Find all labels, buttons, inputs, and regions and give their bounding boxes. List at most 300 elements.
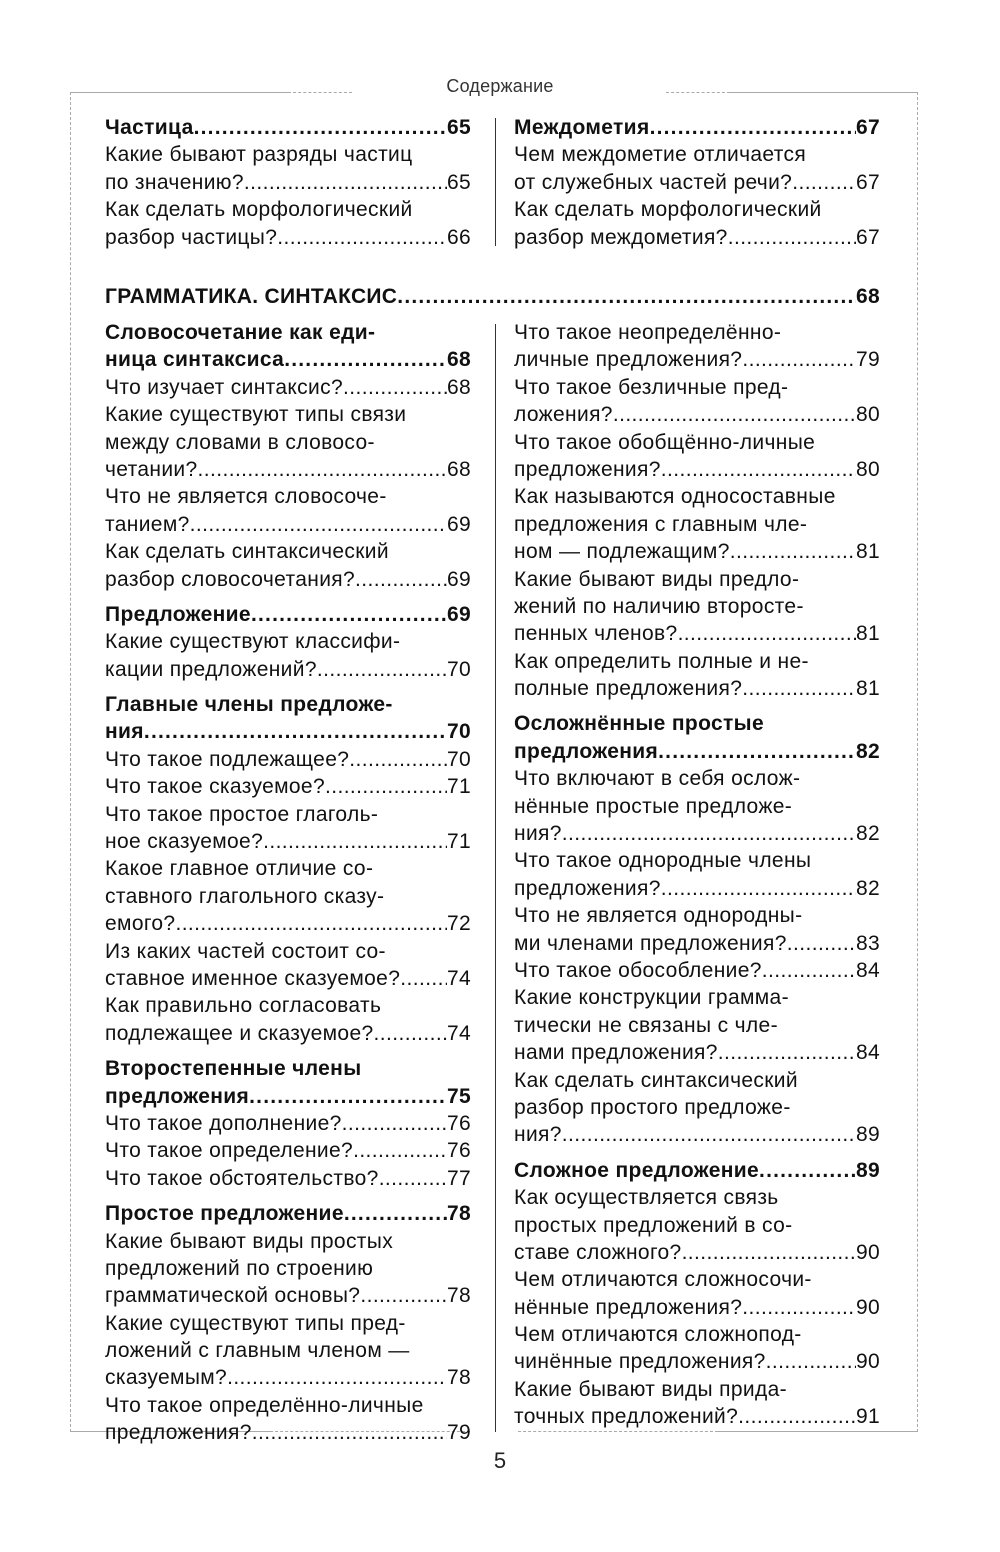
- entry-text: жений по наличию второсте-: [514, 594, 804, 618]
- entry-last-line: [105, 773, 471, 800]
- heading-line: [105, 319, 471, 346]
- entry-text: Частица: [105, 116, 194, 139]
- leader-dots: [650, 114, 856, 141]
- toc-entry[interactable]: [105, 628, 471, 683]
- leader-dots: [343, 374, 447, 401]
- entry-text: Какие существуют типы связи: [105, 403, 407, 427]
- toc-entry[interactable]: [514, 1376, 880, 1431]
- entry-line: [514, 566, 880, 593]
- entry-line: [514, 1184, 880, 1211]
- entry-text: Междометия: [514, 116, 650, 139]
- toc-entry[interactable]: [105, 141, 471, 196]
- page-ref: 83: [855, 931, 880, 955]
- toc-entry[interactable]: [514, 196, 880, 251]
- toc-entry[interactable]: [514, 1184, 880, 1266]
- entry-text: разбор междометия?: [514, 225, 728, 249]
- heading-last-line: [105, 601, 471, 628]
- entry-text: нённые предложения?: [514, 1295, 743, 1319]
- page-ref: 67: [855, 225, 880, 249]
- entry-text: ное сказуемое?: [105, 830, 264, 854]
- toc-entry[interactable]: [105, 1392, 471, 1447]
- leader-dots: [263, 828, 447, 855]
- leader-dots: [792, 169, 856, 196]
- toc-block: [105, 1055, 471, 1192]
- toc-entry[interactable]: [514, 429, 880, 484]
- leader-dots: [658, 738, 856, 765]
- entry-last-line: [514, 456, 880, 483]
- entry-text: по значению?: [105, 170, 244, 194]
- page-ref: 91: [855, 1405, 880, 1429]
- page-ref: 74: [446, 1021, 471, 1045]
- leader-dots: [742, 346, 856, 373]
- toc-entry[interactable]: [514, 1067, 880, 1149]
- toc-top-left: [105, 114, 471, 251]
- entry-line: [105, 938, 471, 965]
- toc-entry[interactable]: [514, 319, 880, 374]
- entry-last-line: [514, 820, 880, 847]
- toc-block: [105, 1200, 471, 1447]
- entry-text: Как называются односоставные: [514, 485, 836, 509]
- toc-heading[interactable]: [105, 1200, 471, 1227]
- entry-text: ница синтаксиса: [105, 348, 285, 372]
- entry-text: Из каких частей состоит со-: [105, 939, 386, 963]
- entry-line: [514, 847, 880, 874]
- entry-last-line: [514, 930, 880, 957]
- entry-text: чинённые предложения?: [514, 1350, 766, 1374]
- toc-entry[interactable]: [514, 648, 880, 703]
- entry-last-line: [105, 1137, 471, 1164]
- toc-entry[interactable]: [105, 1310, 471, 1392]
- toc-heading[interactable]: [105, 691, 471, 746]
- entry-text: Какие бывают виды простых: [105, 1229, 394, 1253]
- entry-text: точных предложений?: [514, 1405, 739, 1429]
- heading-last-line: [105, 1200, 471, 1227]
- page-ref: 70: [446, 720, 471, 744]
- entry-text: грамматической основы?: [105, 1284, 361, 1308]
- entry-line: [105, 141, 471, 168]
- leader-dots: [374, 1020, 447, 1047]
- entry-text: Как осуществляется связь: [514, 1186, 779, 1210]
- entry-line: [105, 1255, 471, 1282]
- entry-text: ложения?: [514, 403, 613, 427]
- entry-line: [514, 765, 880, 792]
- toc-entry[interactable]: [514, 847, 880, 902]
- toc-block: [105, 601, 471, 683]
- toc-entry[interactable]: [105, 401, 471, 483]
- entry-line: [105, 801, 471, 828]
- entry-last-line: [514, 875, 880, 902]
- toc-heading[interactable]: [514, 114, 880, 141]
- entry-text: Простое предложение: [105, 1202, 344, 1226]
- page-ref: 78: [446, 1284, 471, 1308]
- leader-dots: [342, 1110, 447, 1137]
- entry-line: [105, 196, 471, 223]
- page-ref: 78: [446, 1366, 471, 1390]
- entry-last-line: [514, 1039, 880, 1066]
- entry-last-line: [105, 910, 471, 937]
- page-ref: 77: [446, 1166, 471, 1190]
- entry-text: Что такое обособление?: [514, 958, 762, 982]
- page-ref: 79: [855, 348, 880, 372]
- entry-text: емого?: [105, 912, 176, 936]
- leader-dots: [738, 1403, 856, 1430]
- entry-line: [105, 1392, 471, 1419]
- entry-last-line: [105, 1020, 471, 1047]
- section-page: 68: [856, 285, 880, 308]
- page-ref: 82: [855, 822, 880, 846]
- toc-entry[interactable]: [514, 374, 880, 429]
- toc-entry[interactable]: [105, 196, 471, 251]
- page-number: 5: [493, 1448, 507, 1473]
- entry-text: пенных членов?: [514, 622, 678, 646]
- entry-last-line: [514, 224, 880, 251]
- entry-line: [514, 793, 880, 820]
- entry-text: ния?: [514, 1123, 562, 1147]
- leader-dots: [718, 1039, 856, 1066]
- toc-heading[interactable]: [514, 1157, 880, 1184]
- heading-line: [514, 710, 880, 737]
- page-ref: 71: [446, 775, 471, 799]
- toc-block: [514, 710, 880, 1148]
- page-ref: 65: [446, 170, 471, 194]
- entry-line: [105, 538, 471, 565]
- leader-dots: [787, 930, 856, 957]
- entry-line: [514, 984, 880, 1011]
- heading-last-line: [514, 114, 880, 141]
- page-ref: 68: [446, 375, 471, 399]
- toc-entry[interactable]: [105, 773, 471, 800]
- page-ref: 90: [855, 1295, 880, 1319]
- entry-text: разбор простого предложе-: [514, 1095, 791, 1119]
- entry-text: Чем отличаются сложнопод-: [514, 1323, 802, 1347]
- page-ref: 79: [446, 1421, 471, 1445]
- toc-entry[interactable]: [514, 1266, 880, 1321]
- section-heading[interactable]: [105, 283, 880, 311]
- toc-entry[interactable]: [105, 1137, 471, 1164]
- entry-text: тически не связаны с чле-: [514, 1013, 778, 1037]
- entry-text: предложений по строению: [105, 1256, 374, 1280]
- entry-text: Какие существуют типы пред-: [105, 1311, 406, 1335]
- entry-text: Чем междометие отличается: [514, 143, 807, 167]
- toc-entry[interactable]: [105, 538, 471, 593]
- entry-text: Сложное предложение: [514, 1158, 760, 1182]
- entry-text: предложения?: [105, 1421, 252, 1445]
- entry-line: [514, 593, 880, 620]
- page-ref: 78: [446, 1202, 471, 1226]
- heading-last-line: [105, 346, 471, 373]
- entry-line: [105, 429, 471, 456]
- entry-text: Как сделать морфологический: [105, 198, 413, 222]
- entry-line: [514, 196, 880, 223]
- entry-line: [105, 992, 471, 1019]
- toc-entry[interactable]: [105, 1110, 471, 1137]
- entry-text: Что такое обобщённо-личные: [514, 430, 816, 454]
- heading-last-line: [105, 1083, 471, 1110]
- column-divider-bottom: [495, 324, 496, 1432]
- leader-dots: [244, 169, 447, 196]
- leader-dots: [759, 1157, 856, 1184]
- page-ref: 81: [855, 677, 880, 701]
- entry-text: Что такое обстоятельство?: [105, 1166, 379, 1190]
- toc-entry[interactable]: [105, 374, 471, 401]
- entry-text: Главные члены предложе-: [105, 693, 393, 717]
- toc-entry[interactable]: [514, 141, 880, 196]
- entry-line: [514, 511, 880, 538]
- entry-line: [514, 374, 880, 401]
- entry-text: предложения?: [514, 457, 661, 481]
- toc-entry[interactable]: [105, 855, 471, 937]
- entry-text: ставе сложного?: [514, 1240, 682, 1264]
- leader-dots: [682, 1239, 856, 1266]
- leader-dots: [730, 538, 856, 565]
- entry-line: [514, 483, 880, 510]
- page-ref: 76: [446, 1111, 471, 1135]
- page-ref: 68: [446, 457, 471, 481]
- page-ref: 69: [446, 602, 471, 626]
- entry-text: танием?: [105, 512, 190, 536]
- toc-entry[interactable]: [105, 1228, 471, 1310]
- entry-last-line: [105, 828, 471, 855]
- entry-text: предложения: [514, 739, 659, 763]
- entry-text: Какие бывают виды предло-: [514, 567, 800, 591]
- leader-dots: [175, 910, 446, 937]
- entry-line: [514, 648, 880, 675]
- entry-last-line: [514, 169, 880, 196]
- entry-text: предложения с главным чле-: [514, 512, 808, 536]
- page-ref: 66: [446, 225, 471, 249]
- leader-dots: [317, 656, 447, 683]
- entry-last-line: [514, 1239, 880, 1266]
- entry-last-line: [105, 1282, 471, 1309]
- entry-last-line: [105, 1110, 471, 1137]
- entry-last-line: [514, 1403, 880, 1430]
- entry-text: ном — подлежащим?: [514, 540, 730, 564]
- entry-line: [514, 902, 880, 929]
- entry-line: [514, 1067, 880, 1094]
- entry-text: Что такое простое глаголь-: [105, 802, 379, 826]
- toc-entry[interactable]: [514, 957, 880, 984]
- entry-text: ния: [105, 720, 144, 744]
- entry-text: ставное именное сказуемое?: [105, 966, 401, 990]
- page-ref: 74: [446, 966, 471, 990]
- leader-dots: [190, 511, 447, 538]
- toc-entry[interactable]: [514, 902, 880, 957]
- entry-last-line: [514, 1294, 880, 1321]
- entry-text: Какое главное отличие со-: [105, 857, 374, 881]
- page-ref: 71: [446, 830, 471, 854]
- entry-line: [514, 1212, 880, 1239]
- column-divider-top: [495, 118, 496, 246]
- entry-last-line: [514, 620, 880, 647]
- leader-dots: [397, 283, 856, 311]
- toc-right-column: [514, 319, 880, 1439]
- leader-dots: [742, 675, 856, 702]
- page-ref: 89: [855, 1123, 880, 1147]
- toc-entry[interactable]: [514, 984, 880, 1066]
- leader-dots: [355, 566, 447, 593]
- entry-text: кации предложений?: [105, 657, 317, 681]
- entry-text: Что такое однородные члены: [514, 849, 812, 873]
- leader-dots: [400, 965, 447, 992]
- entry-line: [105, 1310, 471, 1337]
- entry-text: между словами в словосо-: [105, 430, 375, 454]
- entry-last-line: [105, 374, 471, 401]
- leader-dots: [227, 1364, 447, 1391]
- toc-entry[interactable]: [514, 483, 880, 565]
- leader-dots: [766, 1348, 856, 1375]
- leader-dots: [562, 820, 856, 847]
- entry-line: [105, 1337, 471, 1364]
- page-ref: 80: [855, 457, 880, 481]
- leader-dots: [678, 620, 856, 647]
- entry-text: Осложнённые простые: [514, 712, 764, 736]
- entry-last-line: [105, 456, 471, 483]
- entry-text: Какие бывают виды прида-: [514, 1377, 787, 1401]
- leader-dots: [277, 224, 447, 251]
- leader-dots: [360, 1282, 447, 1309]
- leader-dots: [252, 1419, 447, 1446]
- toc-entry[interactable]: [105, 1165, 471, 1192]
- page-ref: 82: [855, 739, 880, 763]
- entry-line: [105, 855, 471, 882]
- heading-line: [105, 691, 471, 718]
- page-ref: 69: [446, 512, 471, 536]
- entry-text: Что не является словосоче-: [105, 485, 387, 509]
- entry-text: Как правильно согласовать: [105, 994, 382, 1018]
- toc-entry[interactable]: [514, 566, 880, 648]
- leader-dots: [198, 456, 447, 483]
- leader-dots: [344, 1200, 447, 1227]
- page-ref: 70: [446, 747, 471, 771]
- entry-text: Что такое дополнение?: [105, 1111, 342, 1135]
- entry-text: Какие конструкции грамма-: [514, 986, 789, 1010]
- section-title: ГРАММАТИКА. СИНТАКСИС: [105, 285, 398, 308]
- toc-entry[interactable]: [105, 801, 471, 856]
- leader-dots: [379, 1165, 447, 1192]
- entry-text: ния?: [514, 822, 562, 846]
- page-ref: 67: [855, 170, 880, 194]
- entry-last-line: [105, 1165, 471, 1192]
- entry-text: ставного глагольного сказу-: [105, 884, 385, 908]
- entry-text: Предложение: [105, 602, 251, 626]
- toc-entry[interactable]: [105, 938, 471, 993]
- entry-text: Что включают в себя ослож-: [514, 767, 801, 791]
- toc-heading[interactable]: [514, 710, 880, 765]
- toc-block: [514, 1157, 880, 1431]
- leader-dots: [728, 224, 856, 251]
- entry-last-line: [105, 224, 471, 251]
- heading-last-line: [514, 738, 880, 765]
- toc-block: [105, 319, 471, 593]
- entry-line: [514, 1376, 880, 1403]
- entry-last-line: [105, 511, 471, 538]
- page-ref: 65: [446, 116, 471, 139]
- entry-last-line: [105, 746, 471, 773]
- entry-text: разбор словосочетания?: [105, 567, 356, 591]
- page-ref: 81: [855, 622, 880, 646]
- toc-block: [105, 691, 471, 1047]
- entry-text: нами предложения?: [514, 1041, 718, 1065]
- entry-text: Какие существуют классифи-: [105, 630, 401, 654]
- toc-heading[interactable]: [105, 114, 471, 141]
- toc-entry[interactable]: [105, 483, 471, 538]
- entry-text: ложений с главным членом —: [105, 1339, 410, 1363]
- entry-last-line: [105, 656, 471, 683]
- toc-entry[interactable]: [514, 765, 880, 847]
- entry-text: Что такое неопределённо-: [514, 321, 782, 344]
- leader-dots: [661, 456, 856, 483]
- entry-last-line: [105, 1419, 471, 1446]
- heading-last-line: [514, 1157, 880, 1184]
- toc-heading[interactable]: [105, 319, 471, 374]
- leader-dots: [144, 718, 447, 745]
- entry-text: нённые простые предложе-: [514, 794, 793, 818]
- leader-dots: [613, 401, 856, 428]
- entry-line: [105, 401, 471, 428]
- entry-last-line: [105, 566, 471, 593]
- entry-line: [514, 1266, 880, 1293]
- entry-last-line: [105, 1364, 471, 1391]
- leader-dots: [194, 114, 447, 141]
- entry-line: [105, 883, 471, 910]
- page-ref: 90: [855, 1350, 880, 1374]
- entry-line: [514, 141, 880, 168]
- entry-last-line: [514, 401, 880, 428]
- toc-entry[interactable]: [105, 992, 471, 1047]
- leader-dots: [284, 346, 447, 373]
- entry-text: подлежащее и сказуемое?: [105, 1021, 374, 1045]
- entry-text: Словосочетание как еди-: [105, 321, 376, 344]
- entry-text: Что изучает синтаксис?: [105, 375, 343, 399]
- entry-text: Как сделать морфологический: [514, 198, 822, 222]
- entry-line: [105, 1228, 471, 1255]
- page-ref: 72: [446, 912, 471, 936]
- entry-line: [514, 1012, 880, 1039]
- entry-text: Что такое определённо-личные: [105, 1393, 424, 1417]
- page-ref: 75: [446, 1084, 471, 1108]
- entry-text: четании?: [105, 457, 198, 481]
- entry-text: Как сделать синтаксический: [514, 1068, 798, 1092]
- toc-entry[interactable]: [105, 746, 471, 773]
- leader-dots: [251, 601, 447, 628]
- entry-line: [514, 1321, 880, 1348]
- entry-line: [105, 483, 471, 510]
- page-ref: 67: [855, 116, 880, 139]
- entry-text: разбор частицы?: [105, 225, 278, 249]
- toc-heading[interactable]: [105, 601, 471, 628]
- entry-line: [105, 628, 471, 655]
- heading-line: [105, 1055, 471, 1082]
- entry-last-line: [514, 957, 880, 984]
- leader-dots: [762, 957, 856, 984]
- entry-text: сказуемым?: [105, 1366, 228, 1390]
- toc-left-column: [105, 319, 471, 1455]
- toc-heading[interactable]: [105, 1055, 471, 1110]
- toc-entry[interactable]: [514, 1321, 880, 1376]
- entry-text: Что такое подлежащее?: [105, 747, 350, 771]
- page-ref: 70: [446, 657, 471, 681]
- leader-dots: [562, 1121, 856, 1148]
- heading-last-line: [105, 718, 471, 745]
- entry-text: Чем отличаются сложносочи-: [514, 1268, 812, 1292]
- entry-text: Как определить полные и не-: [514, 649, 809, 673]
- leader-dots: [325, 773, 447, 800]
- leader-dots: [349, 746, 447, 773]
- entry-text: Что такое безличные пред-: [514, 375, 789, 399]
- entry-last-line: [105, 169, 471, 196]
- entry-last-line: [514, 346, 880, 373]
- page-ref: 76: [446, 1139, 471, 1163]
